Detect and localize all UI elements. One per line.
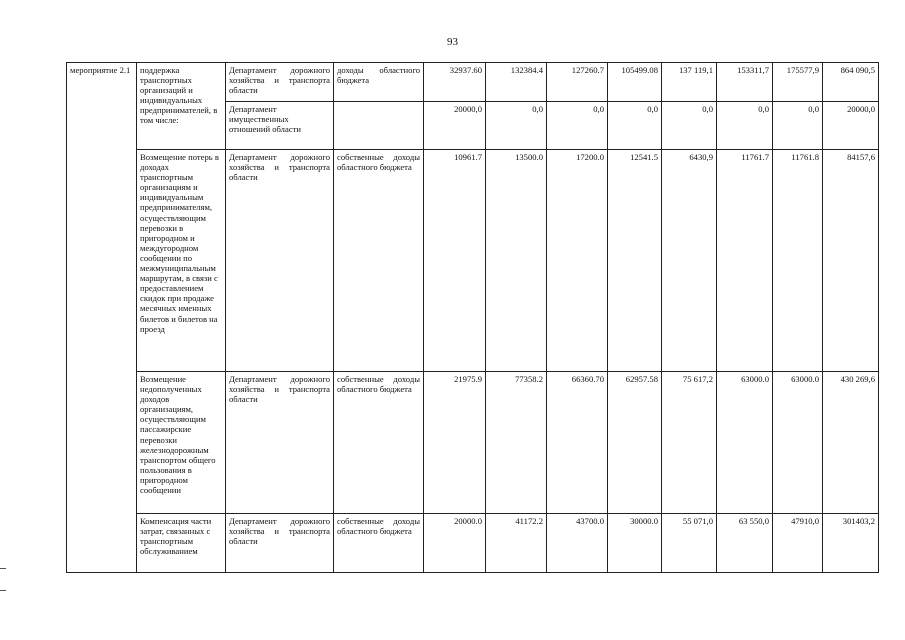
table-row: [67, 63, 879, 102]
table-row: [67, 150, 879, 372]
value-cell: 43700.0: [547, 514, 608, 573]
value-cell: 84157,6: [823, 150, 879, 372]
table-row: [67, 514, 879, 573]
row-source: [334, 102, 424, 150]
value-cell: 66360.70: [547, 372, 608, 514]
value-cell: 0,0: [717, 102, 773, 150]
value-cell: 17200.0: [547, 150, 608, 372]
value-cell: 63 550,0: [717, 514, 773, 573]
row-executor: Департамент дорожного хозяйства и транспорта области: [226, 63, 334, 102]
scan-margin-mark: [0, 590, 6, 591]
value-cell: 153311,7: [717, 63, 773, 102]
row-name: Возмещение недополученных доходов организациям, осуществляющим пассажирские перевозки железнодорожным транспортом общего пользования в пригородном сообщении: [137, 372, 226, 514]
value-cell: 30000.0: [608, 514, 662, 573]
value-cell: 12541.5: [608, 150, 662, 372]
value-cell: 430 269,6: [823, 372, 879, 514]
row-executor: Департамент дорожного хозяйства и транспорта области: [226, 514, 334, 573]
value-cell: 864 090,5: [823, 63, 879, 102]
value-cell: 11761.8: [773, 150, 823, 372]
value-cell: 0,0: [662, 102, 717, 150]
row-executor: Департамент дорожного хозяйства и транспорта области: [226, 372, 334, 514]
row-name: Возмещение потерь в доходах транспортным организациям и индивидуальным предпринимателям, осуществляющим перевозки в пригородном и междугородном сообщении по межмуниципальным маршрутам, в связи с предоставлением скидок при продаже месячных именных билетов и билетов на проезд: [137, 150, 226, 372]
value-cell: 0,0: [547, 102, 608, 150]
value-cell: 55 071,0: [662, 514, 717, 573]
value-cell: 20000,0: [424, 102, 486, 150]
value-cell: 0,0: [486, 102, 547, 150]
value-cell: 21975.9: [424, 372, 486, 514]
page-number: 93: [447, 36, 458, 48]
value-cell: 62957.58: [608, 372, 662, 514]
value-cell: 63000.0: [773, 372, 823, 514]
value-cell: 175577,9: [773, 63, 823, 102]
value-cell: 127260.7: [547, 63, 608, 102]
value-cell: 11761.7: [717, 150, 773, 372]
value-cell: 63000.0: [717, 372, 773, 514]
row-source: собственные доходы областного бюджета: [334, 150, 424, 372]
value-cell: 0,0: [608, 102, 662, 150]
row-executor: Департамент имущественных отношений области: [226, 102, 334, 150]
value-cell: 0,0: [773, 102, 823, 150]
scan-margin-mark: [0, 568, 6, 569]
value-cell: 10961.7: [424, 150, 486, 372]
value-cell: 77358.2: [486, 372, 547, 514]
value-cell: 20000.0: [424, 514, 486, 573]
row-source: доходы областного бюджета: [334, 63, 424, 102]
row-source: собственные доходы областного бюджета: [334, 514, 424, 573]
value-cell: 6430,9: [662, 150, 717, 372]
value-cell: 137 119,1: [662, 63, 717, 102]
row-executor: Департамент дорожного хозяйства и транспорта области: [226, 150, 334, 372]
value-cell: 47910,0: [773, 514, 823, 573]
budget-table: [66, 62, 879, 573]
value-cell: 301403,2: [823, 514, 879, 573]
value-cell: 20000,0: [823, 102, 879, 150]
row-name: поддержка транспортных организаций и индивидуальных предпринимателей, в том числе:: [137, 63, 226, 150]
table-row: [67, 372, 879, 514]
row-name: Компенсация части затрат, связанных с транспортным обслуживанием: [137, 514, 226, 573]
value-cell: 75 617,2: [662, 372, 717, 514]
measure-label: мероприятие 2.1: [67, 63, 137, 573]
value-cell: 13500.0: [486, 150, 547, 372]
value-cell: 105499.08: [608, 63, 662, 102]
value-cell: 132384.4: [486, 63, 547, 102]
row-source: собственные доходы областного бюджета: [334, 372, 424, 514]
value-cell: 32937.60: [424, 63, 486, 102]
value-cell: 41172.2: [486, 514, 547, 573]
